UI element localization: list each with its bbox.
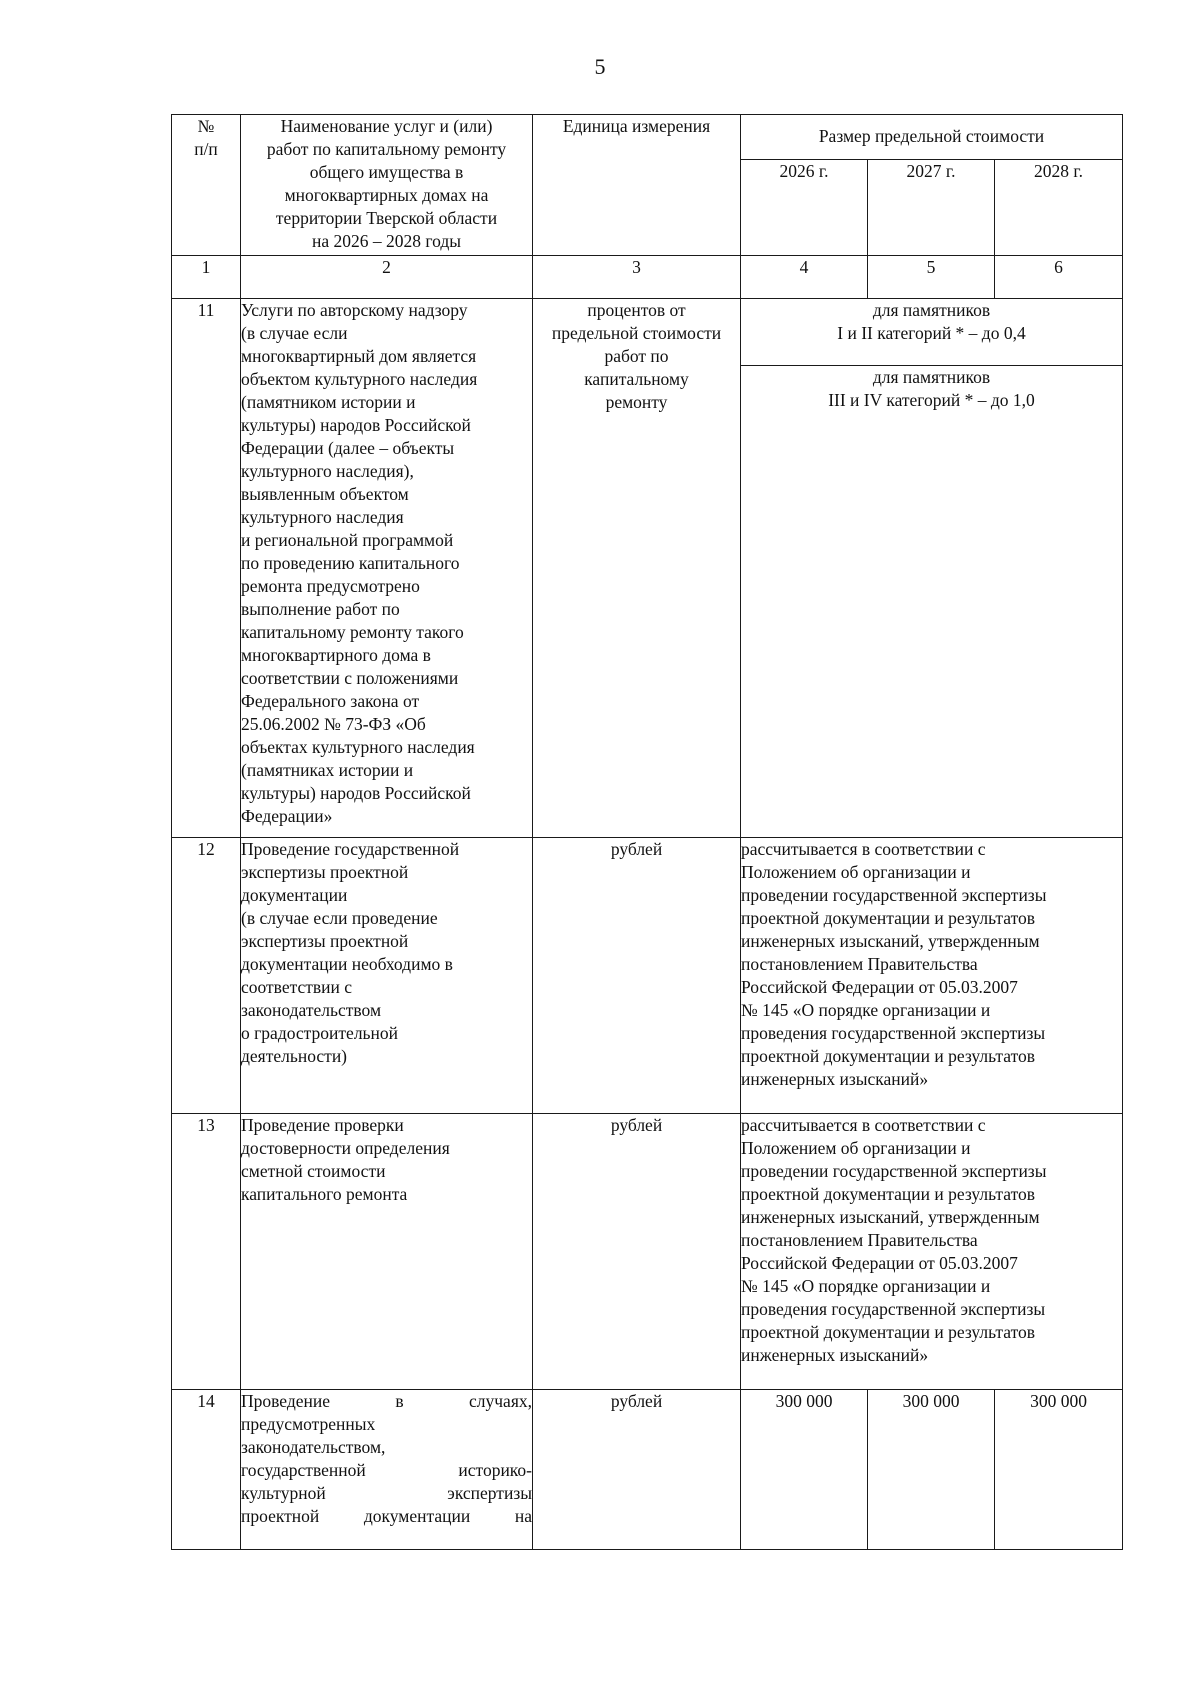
column-number: 5 — [868, 256, 995, 299]
row-name-line: соответствии с положениями — [241, 668, 459, 688]
row-name-cell — [241, 838, 533, 1114]
row-name-line: (в случае если проведение — [241, 908, 438, 928]
row-name-line: документации — [241, 885, 348, 905]
row-name-line: соответствии с — [241, 977, 353, 997]
column-number: 1 — [172, 256, 241, 299]
row-unit-cell: рублей — [533, 1114, 741, 1390]
row-value-line: проектной документации и результатов — [741, 1184, 1036, 1204]
row-name-line: предусмотренных — [241, 1414, 376, 1434]
row-name-cell — [241, 1390, 533, 1550]
row-value-line: проведения государственной экспертизы — [741, 1299, 1046, 1319]
row-unit-cell: рублей — [533, 838, 741, 1114]
row-name-cell — [241, 299, 533, 838]
row-number: 13 — [172, 1114, 241, 1390]
row-value-line: Положением об организации и — [741, 1138, 971, 1158]
header-name-line: общего имущества в — [309, 162, 464, 182]
row-name-line: Услуги по авторскому надзору — [241, 300, 468, 320]
row-name-line: (в случае если — [241, 323, 348, 343]
table-row — [172, 1390, 1123, 1550]
row-name-line: Проведение в случаях, — [241, 1391, 532, 1411]
row-value-line: № 145 «О порядке организации и — [741, 1276, 991, 1296]
row-value-line: проектной документации и результатов — [741, 908, 1036, 928]
price-2028: 300 000 — [995, 1390, 1123, 1550]
row-value-cell — [741, 1114, 1123, 1390]
row-value-line: постановлением Правительства — [741, 1230, 978, 1250]
row-name-line: государственной историко- — [241, 1460, 532, 1480]
row-name-line: 25.06.2002 № 73-ФЗ «Об — [241, 714, 426, 734]
header-num-line: № — [197, 116, 215, 136]
row-name-line: Проведение государственной — [241, 839, 460, 859]
header-year-2026: 2026 г. — [741, 160, 868, 256]
row-name-line: по проведению капитального — [241, 553, 460, 573]
column-number: 6 — [995, 256, 1123, 299]
row-value-line: рассчитывается в соответствии с — [741, 839, 986, 859]
table-row — [172, 299, 1123, 366]
row-number: 11 — [172, 299, 241, 838]
row-name-line: ремонта предусмотрено — [241, 576, 420, 596]
row-name-line: многоквартирного дома в — [241, 645, 431, 665]
row-name-line: достоверности определения — [241, 1138, 450, 1158]
category-line: для памятников — [872, 367, 991, 387]
category-line: III и IV категорий * – до 1,0 — [828, 390, 1035, 410]
header-unit-cell: Единица измерения — [533, 115, 741, 256]
row-name-line: и региональной программой — [241, 530, 454, 550]
row-name-line: экспертизы проектной — [241, 931, 409, 951]
row-name-line: (памятником истории и — [241, 392, 416, 412]
price-2027: 300 000 — [868, 1390, 995, 1550]
row-number: 12 — [172, 838, 241, 1114]
row-value-line: проведении государственной экспертизы — [741, 885, 1047, 905]
header-name-line: территории Тверской области — [275, 208, 498, 228]
row-name-line: (памятниках истории и — [241, 760, 414, 780]
row-name-line: проектной документации на — [241, 1506, 532, 1526]
row-name-line: Федерации (далее – объекты — [241, 438, 455, 458]
column-number: 2 — [241, 256, 533, 299]
row-unit-cell: рублей — [533, 1390, 741, 1550]
row-value-line: проектной документации и результатов — [741, 1046, 1036, 1066]
column-number: 3 — [533, 256, 741, 299]
row-name-line: документации необходимо в — [241, 954, 453, 974]
row-name-line: Проведение проверки — [241, 1115, 404, 1135]
row-value-line: инженерных изысканий, утвержденным — [741, 1207, 1040, 1227]
row-name-line: законодательством — [241, 1000, 382, 1020]
row-name-cell — [241, 1114, 533, 1390]
row-name-line: культурной экспертизы — [241, 1483, 532, 1503]
category-3-4-cell — [741, 366, 1123, 838]
price-2026: 300 000 — [741, 1390, 868, 1550]
row-value-line: проектной документации и результатов — [741, 1322, 1036, 1342]
row-value-line: инженерных изысканий» — [741, 1069, 929, 1089]
row-name-line: культуры) народов Российской — [241, 783, 471, 803]
row-name-line: капитального ремонта — [241, 1184, 408, 1204]
row-unit-line: предельной стоимости — [551, 323, 722, 343]
column-numbers-row — [172, 256, 1123, 299]
row-name-line: объектом культурного наследия — [241, 369, 478, 389]
table-row — [172, 838, 1123, 1114]
row-name-line: сметной стоимости — [241, 1161, 386, 1181]
row-name-line: культурного наследия), — [241, 461, 414, 481]
row-name-line: Федерального закона от — [241, 691, 420, 711]
row-name-line: выполнение работ по — [241, 599, 400, 619]
row-value-cell — [741, 838, 1123, 1114]
category-line: I и II категорий * – до 0,4 — [837, 323, 1026, 343]
header-year-2028: 2028 г. — [995, 160, 1123, 256]
row-name-line: культурного наследия — [241, 507, 404, 527]
table-header-row — [172, 115, 1123, 160]
header-name-line: многоквартирных домах на — [284, 185, 489, 205]
row-value-line: № 145 «О порядке организации и — [741, 1000, 991, 1020]
price-limits-table — [171, 114, 1123, 1550]
row-name-line: культуры) народов Российской — [241, 415, 471, 435]
header-year-2027: 2027 г. — [868, 160, 995, 256]
header-name-cell — [241, 115, 533, 256]
row-unit-line: процентов от — [587, 300, 686, 320]
row-name-line: объектах культурного наследия — [241, 737, 475, 757]
row-value-line: рассчитывается в соответствии с — [741, 1115, 986, 1135]
row-name-line: о градостроительной — [241, 1023, 399, 1043]
row-unit-cell — [533, 299, 741, 838]
row-unit-line: ремонту — [605, 392, 668, 412]
column-number: 4 — [741, 256, 868, 299]
row-name-line: экспертизы проектной — [241, 862, 409, 882]
row-number: 14 — [172, 1390, 241, 1550]
row-name-line: многоквартирный дом является — [241, 346, 477, 366]
category-line: для памятников — [872, 300, 991, 320]
row-name-line: законодательством, — [241, 1437, 386, 1457]
row-value-line: инженерных изысканий» — [741, 1345, 929, 1365]
row-value-line: Российской Федерации от 05.03.2007 — [741, 1253, 1018, 1273]
row-value-line: Положением об организации и — [741, 862, 971, 882]
row-name-line: капитальному ремонту такого — [241, 622, 464, 642]
row-name-line: Федерации» — [241, 806, 333, 826]
row-unit-line: работ по — [604, 346, 669, 366]
header-num-line: п/п — [194, 139, 218, 159]
page-number: 5 — [594, 54, 606, 79]
row-name-line: выявленным объектом — [241, 484, 409, 504]
row-value-line: проведения государственной экспертизы — [741, 1023, 1046, 1043]
header-price-group-cell: Размер предельной стоимости — [741, 115, 1123, 160]
category-1-2-cell — [741, 299, 1123, 366]
header-name-line: на 2026 – 2028 годы — [311, 231, 462, 251]
row-value-line: инженерных изысканий, утвержденным — [741, 931, 1040, 951]
header-num-cell — [172, 115, 241, 256]
row-value-line: проведении государственной экспертизы — [741, 1161, 1047, 1181]
row-value-line: постановлением Правительства — [741, 954, 978, 974]
header-name-line: работ по капитальному ремонту — [266, 139, 507, 159]
header-name-line: Наименование услуг и (или) — [280, 116, 493, 136]
row-value-line: Российской Федерации от 05.03.2007 — [741, 977, 1018, 997]
row-name-line: деятельности) — [241, 1046, 348, 1066]
row-unit-line: капитальному — [584, 369, 689, 389]
table-row — [172, 1114, 1123, 1390]
